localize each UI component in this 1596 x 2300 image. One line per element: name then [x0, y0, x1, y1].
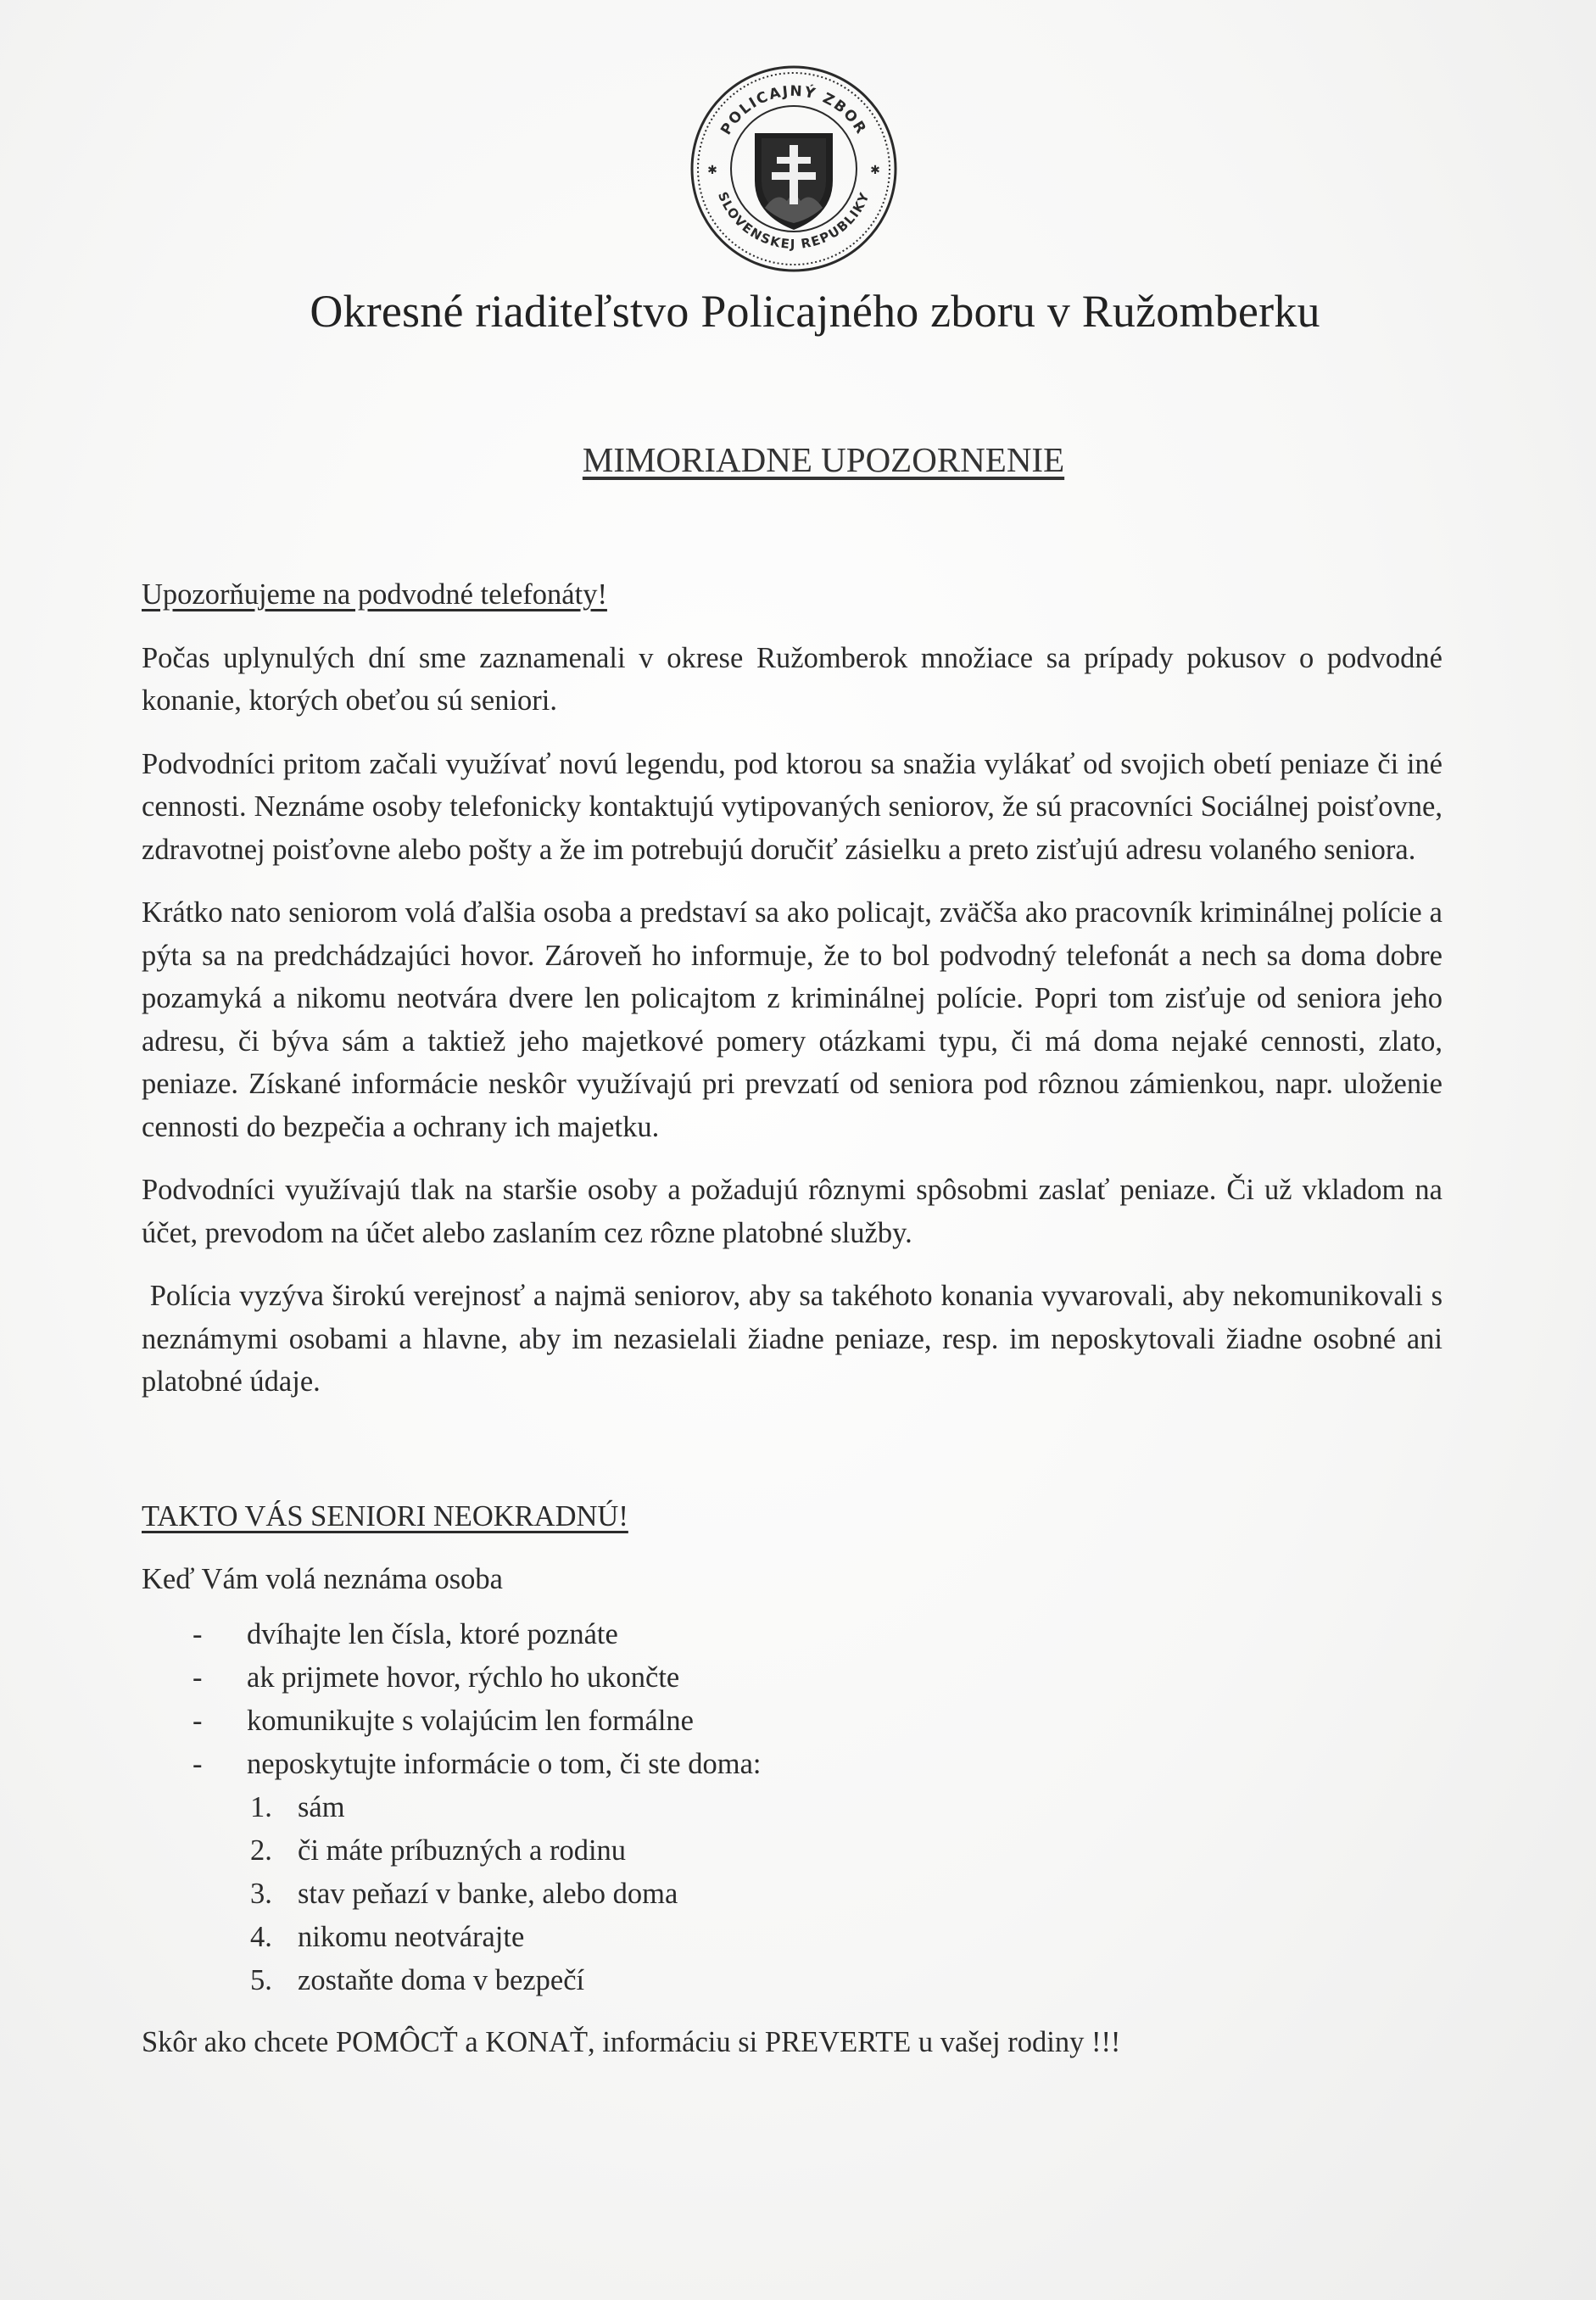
- warning-paragraph: Podvodníci využívajú tlak na staršie osoby a požadujú rôznymi spôsobmi zaslať peniaze. Či už vkladom na účet, prevodom na účet alebo zaslaním cez rôzne platobné služby.: [142, 1174, 1443, 1249]
- list-item-text: komunikujte s volajúcim len formálne: [247, 1704, 694, 1737]
- numbered-item-text: nikomu neotvárajte: [298, 1920, 525, 1953]
- advice-numbered-list: [142, 1786, 1443, 2002]
- warning-paragraph: Krátko nato seniorom volá ďalšia osoba a predstaví sa ako policajt, zväčša ako pracovník kriminálnej polície a pýta sa na predchádzajúci hovor. Zároveň ho informuje, že to bol podvodný telefonát a nech sa doma dobre pozamyká a nikomu neotvára dvere len policajtom z kriminálnej polície. Popri tom zisťuje od seniora jeho adresu, či býva sám a taktiež jeho majetkové pomery otázkami typu, či má doma nejaké cennosti, zlato, peniaze. Získané informácie neskôr využívajú pri prevzatí od seniora pod rôznou zámienkou, napr. uloženie cennosti do bezpečia a ochrany ich majetku.: [142, 896, 1443, 1143]
- dash-marker: -: [193, 1747, 203, 1780]
- item-number: 3.: [250, 1877, 272, 1910]
- item-number: 2.: [250, 1834, 272, 1867]
- list-item: [193, 1656, 1443, 1700]
- warning-paragraph: Počas uplynulých dní sme zaznamenali v okrese Ružomberok množiace sa prípady pokusov o podvodné konanie, ktorých obeťou sú seniori.: [142, 641, 1443, 717]
- item-number: 5.: [250, 1963, 272, 1996]
- numbered-item-text: stav peňazí v banke, alebo doma: [298, 1877, 678, 1910]
- svg-text:POLICAJNÝ ZBOR: [717, 82, 870, 138]
- notice-title: MIMORIADNE UPOZORNENIE: [582, 440, 1065, 479]
- numbered-item: [250, 1916, 1443, 1959]
- numbered-item-text: či máte príbuzných a rodinu: [298, 1834, 627, 1867]
- numbered-item: [250, 1786, 1443, 1829]
- advice-heading: TAKTO VÁS SENIORI NEOKRADNÚ!: [142, 1499, 628, 1532]
- emblem-left-star-icon: ✱: [707, 165, 717, 177]
- police-emblem-logo: [689, 64, 899, 274]
- closing-statement: Skôr ako chcete POMÔCŤ a KONAŤ, informáciu si PREVERTE u vašej rodiny !!!: [142, 2025, 1121, 2058]
- emblem-top-text: POLICAJNÝ ZBOR: [717, 82, 870, 138]
- advice-dash-list: [142, 1613, 1443, 1786]
- list-item: [193, 1743, 1443, 1786]
- dash-marker: -: [193, 1704, 203, 1737]
- dash-marker: -: [193, 1617, 203, 1650]
- item-number: 1.: [250, 1790, 272, 1823]
- list-item-text: ak prijmete hovor, rýchlo ho ukončte: [247, 1661, 680, 1694]
- warning-paragraph: Podvodníci pritom začali využívať novú legendu, pod ktorou sa snažia vylákať od svojich obetí peniaze či iné cennosti. Neznáme osoby telefonicky kontaktujú vytipovaných seniorov, že sú pracovníci Sociálnej poisťovne, zdravotnej poisťovne alebo pošty a že im potrebujú doručiť zásielku a preto zisťujú adresu volaného seniora.: [142, 747, 1443, 866]
- list-item: [193, 1700, 1443, 1743]
- warning-paragraph: Polícia vyzýva širokú verejnosť a najmä seniorov, aby sa takéhoto konania vyvarovali, aby nekomunikovali s neznámymi osobami a hlavne, aby im nezasielali žiadne peniaze, resp. im neposkytovali žiadne osobné ani platobné údaje.: [142, 1280, 1450, 1398]
- numbered-item: [250, 1873, 1443, 1916]
- item-number: 4.: [250, 1920, 272, 1953]
- numbered-item: [250, 1959, 1443, 2002]
- numbered-item-text: zostaňte doma v bezpečí: [298, 1963, 585, 1996]
- shield-icon: [755, 133, 833, 230]
- list-item: [193, 1613, 1443, 1656]
- advice-intro: Keď Vám volá neznáma osoba: [142, 1563, 503, 1595]
- dash-marker: -: [193, 1661, 203, 1694]
- list-item-text: dvíhajte len čísla, ktoré poznáte: [247, 1617, 618, 1650]
- numbered-item: [250, 1829, 1443, 1873]
- organization-title: Okresné riaditeľstvo Policajného zboru v Ružomberku: [310, 286, 1320, 337]
- numbered-item-text: sám: [298, 1790, 345, 1823]
- emblem-right-star-icon: ✱: [870, 165, 880, 177]
- emblem-bottom-text: SLOVENSKEJ REPUBLIKY: [714, 189, 873, 253]
- list-item-text: neposkytujte informácie o tom, či ste doma:: [247, 1747, 762, 1780]
- document-body: [142, 573, 1450, 2063]
- warning-heading: Upozorňujeme na podvodné telefonáty!: [142, 578, 607, 611]
